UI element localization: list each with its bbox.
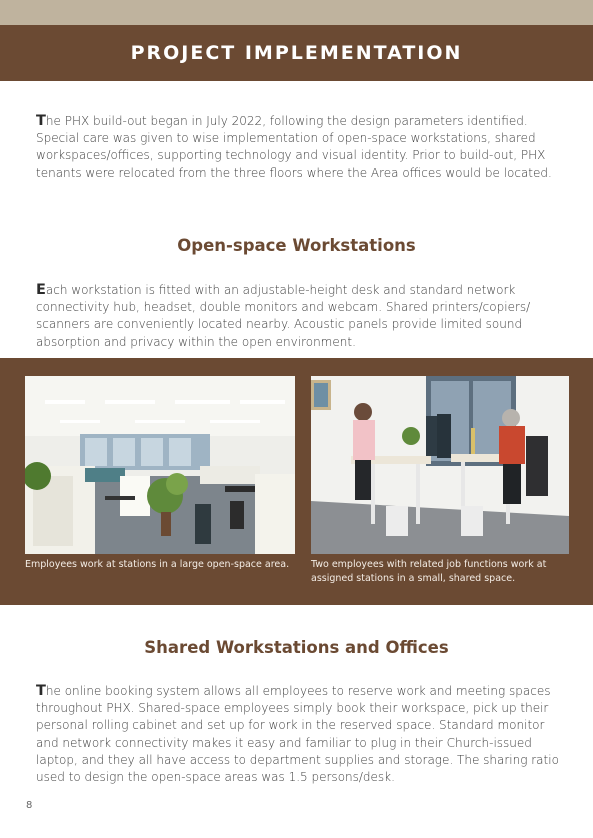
shared-space-photo [311, 376, 569, 554]
top-strip [0, 0, 593, 25]
page-title: PROJECT IMPLEMENTATION [130, 42, 463, 64]
open-space-office-photo [25, 376, 295, 554]
right-photo-caption: Two employees with related job functions work at assigned stations in a small, shared space. [311, 559, 547, 584]
intro-paragraph [36, 113, 566, 182]
page-number: 8 [26, 800, 33, 811]
open-space-dropcap: E [36, 282, 46, 298]
intro-text: he PHX build-out began in July 2022, following the design parameters identified. Special care was given to wise implementation of open-space workstations, shared workspaces/offices, supporting technology and visual identity. Prior to build-out, PHX tenants were relocated from the three floors where the Area offices would be located. [36, 114, 552, 180]
section-heading-open-space: Open-space Workstations [177, 236, 416, 255]
title-band [0, 25, 593, 81]
shared-dropcap: T [36, 683, 46, 699]
left-photo-caption: Employees work at stations in a large open-space area. [25, 559, 290, 570]
shared-text: he online booking system allows all employees to reserve work and meeting spaces throughout PHX. Shared-space employees simply book their workspace, pick up their personal rolling cabinet and set up for work in the reserved space. Standard monitor and network connectivity makes it easy and familiar to plug in their Church-issued laptop, and they all have access to department supplies and storage. The sharing ratio used to design the open-space areas was 1.5 persons/desk. [36, 684, 559, 785]
section-heading-shared: Shared Workstations and Offices [144, 638, 449, 657]
shared-paragraph [36, 683, 566, 786]
open-space-text: ach workstation is fitted with an adjustable-height desk and standard network connectivity hub, headset, double monitors and webcam. Shared printers/copiers/ scanners are conveniently located nearby. Acoustic panels provide limited sound absorption and privacy within the open environment. [36, 283, 531, 349]
photo-band [0, 358, 593, 605]
open-space-paragraph [36, 282, 566, 351]
intro-dropcap: T [36, 113, 46, 129]
